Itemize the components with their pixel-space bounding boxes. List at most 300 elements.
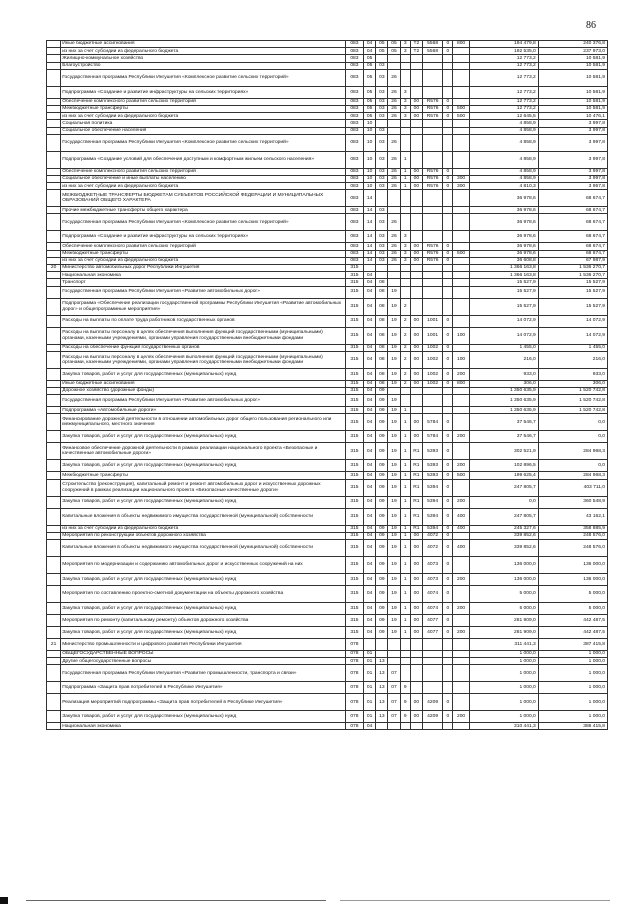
subprogram-code: 3 [400,41,410,48]
pr-code: 09 [376,508,388,525]
rz-code: 05 [364,69,376,86]
pr-code: 08 [376,380,388,387]
pr-code: 13 [376,694,388,711]
vr-code [453,344,469,351]
item-name: Благоустройство [61,62,346,69]
measure-code: Т2 [410,41,422,48]
row-number [47,585,61,602]
pr-code: 03 [376,86,388,98]
amount-2023: 4 858,9 [469,127,538,134]
extra-code: 0 [443,539,453,556]
measure-code: 00 [410,556,422,573]
gr-code: 083 [345,55,363,62]
measure-code: 00 [410,175,422,182]
item-name: Обеспечение комплексного развития сельских территорий [61,243,346,250]
row-number [47,407,61,414]
direction-code [422,127,442,134]
row-number [47,443,61,460]
direction-code [422,286,442,298]
extra-code: 0 [443,344,453,351]
table-row [47,344,608,351]
amount-2024: 284 968,3 [538,472,607,479]
direction-code: 5784 [422,414,442,431]
direction-code: 5394 [422,496,442,508]
extra-code: 0 [443,327,453,344]
item-name: Государственная программа Республики Ингушетия «Развитие промышленности, транспорта и связи» [61,665,346,682]
extra-code [443,723,453,730]
item-name: из них за счет субсидии из федерального бюджета [61,257,346,264]
measure-code: 00 [410,614,422,626]
item-name: МЕЖБЮДЖЕТНЫЕ ТРАНСФЕРТЫ БЮДЖЕТАМ СУБЪЕКТОВ РОССИЙСКОЙ ФЕДЕРАЦИИ И МУНИЦИПАЛЬНЫХ ОБРАЗОВАНИЙ ОБЩЕГО ХАРАКТЕРА [61,190,346,207]
pr-code: 08 [376,368,388,380]
table-row [47,134,608,151]
gr-code: 315 [345,286,363,298]
row-number: 21 [47,638,61,650]
direction-code: R576 [422,250,442,257]
vr-code: 400 [453,539,469,556]
item-name: Министерство автомобильных дорог Республики Ингушетия [61,265,346,272]
amount-2023: 281 909,0 [469,626,538,638]
extra-code [443,298,453,315]
rz-code: 14 [364,243,376,250]
table-row [47,460,608,472]
vr-code [453,414,469,431]
amount-2024: 1 520 742,8 [538,395,607,407]
table-row [47,48,608,55]
amount-2024: 5 000,0 [538,602,607,614]
row-number [47,614,61,626]
amount-2023: 12 773,2 [469,55,538,62]
table-row [47,86,608,98]
row-number [47,479,61,496]
amount-2023: 12 773,2 [469,86,538,98]
program-code: 26 [388,257,400,264]
subprogram-code: 1 [400,573,410,585]
vr-code: 100 [453,327,469,344]
table-row [47,207,608,214]
measure-code: R1 [410,496,422,508]
amount-2024: 10 581,9 [538,55,607,62]
subprogram-code [400,214,410,231]
direction-code: 4077 [422,626,442,638]
amount-2023: 136 000,0 [469,556,538,573]
amount-2023: 281 909,0 [469,614,538,626]
extra-code: 0 [443,443,453,460]
table-row [47,368,608,380]
subprogram-code: 3 [400,257,410,264]
amount-2024: 3 997,8 [538,134,607,151]
measure-code: 00 [410,183,422,190]
rz-code: 04 [364,723,376,730]
subprogram-code: 1 [400,508,410,525]
direction-code [422,279,442,286]
gr-code: 315 [345,573,363,585]
program-code: 19 [388,496,400,508]
program-code [388,723,400,730]
extra-code [443,86,453,98]
subprogram-code: 1 [400,602,410,614]
item-name: Закупка товаров, работ и услуг для государственных (муниципальных) нужд [61,431,346,443]
gr-code: 083 [345,243,363,250]
amount-2023: 192 535,0 [469,48,538,55]
direction-code [422,650,442,657]
rz-code: 01 [364,682,376,694]
table-row [47,694,608,711]
pr-code: 09 [376,573,388,585]
vr-code [453,69,469,86]
rz-code: 10 [364,134,376,151]
amount-2023: 306,0 [469,380,538,387]
vr-code: 500 [453,472,469,479]
gr-code: 315 [345,344,363,351]
measure-code: 00 [410,113,422,120]
direction-code [422,134,442,151]
gr-code: 083 [345,175,363,182]
rz-code: 04 [364,573,376,585]
vr-code [453,62,469,69]
item-name: Социальное обеспечение и иные выплаты населению [61,175,346,182]
gr-code: 083 [345,69,363,86]
amount-2024: 1 455,0 [538,344,607,351]
rz-code: 04 [364,532,376,539]
item-name: Финансовое обеспечение дорожной деятельности в рамках реализации национального проекта «Безопасные и качественные автомобильные дороги» [61,443,346,460]
program-code [388,265,400,272]
item-name: из них за счет субсидии из федерального бюджета [61,113,346,120]
rz-code: 04 [364,351,376,368]
gr-code: 315 [345,431,363,443]
pr-code: 03 [376,257,388,264]
measure-code: 00 [410,250,422,257]
direction-code [422,207,442,214]
item-name: Дорожное хозяйство (дорожные фонды) [61,387,346,394]
extra-code: 0 [443,183,453,190]
amount-2024: 1 000,0 [538,694,607,711]
measure-code [410,120,422,127]
amount-2023: 247 805,7 [469,479,538,496]
item-name: Социальная политика [61,120,346,127]
measure-code [410,279,422,286]
vr-code: 200 [453,431,469,443]
amount-2024: 3 957,8 [538,183,607,190]
row-number [47,183,61,190]
pr-code: 09 [376,602,388,614]
table-row [47,250,608,257]
direction-code: 5784 [422,431,442,443]
program-code: 19 [388,315,400,327]
amount-2023: 1 000,0 [469,665,538,682]
pr-code: 08 [376,315,388,327]
measure-code [410,298,422,315]
row-number [47,214,61,231]
table-row [47,62,608,69]
gr-code: 315 [345,460,363,472]
gr-code: 315 [345,351,363,368]
vr-code [453,127,469,134]
gr-code: 315 [345,380,363,387]
program-code: 26 [388,86,400,98]
amount-2024: 240 376,8 [538,41,607,48]
gr-code: 315 [345,279,363,286]
row-number [47,414,61,431]
program-code [388,650,400,657]
pr-code: 03 [376,105,388,112]
item-name: Государственная программа Республики Ингушетия «Комплексное развитие сельских территорий» [61,134,346,151]
table-row [47,585,608,602]
pr-code: 09 [376,479,388,496]
measure-code: 00 [410,243,422,250]
rz-code: 01 [364,650,376,657]
extra-code: 0 [443,573,453,585]
measure-code [410,127,422,134]
extra-code: 0 [443,532,453,539]
program-code: 19 [388,344,400,351]
amount-2024: 1 000,0 [538,650,607,657]
extra-code [443,120,453,127]
item-name: Межбюджетные трансферты [61,250,346,257]
extra-code: 0 [443,168,453,175]
measure-code [410,134,422,151]
rz-code: 04 [364,431,376,443]
subprogram-code: 9 [400,711,410,723]
pr-code: 09 [376,443,388,460]
item-name: из них за счет субсидии из федерального бюджета [61,48,346,55]
row-number [47,151,61,168]
table-row [47,120,608,127]
table-row [47,682,608,694]
vr-code [453,168,469,175]
direction-code: 1002 [422,344,442,351]
direction-code [422,395,442,407]
direction-code: 5393 [422,472,442,479]
extra-code [443,272,453,279]
vr-code [453,658,469,665]
vr-code [453,395,469,407]
item-name: Подпрограмма «Защита прав потребителей в Республике Ингушетия» [61,682,346,694]
table-row [47,556,608,573]
amount-2024: 136 000,0 [538,573,607,585]
vr-code [453,48,469,55]
pr-code: 09 [376,556,388,573]
direction-code: 4073 [422,573,442,585]
gr-code: 315 [345,556,363,573]
item-name: Закупка товаров, работ и услуг для государственных (муниципальных) нужд [61,602,346,614]
direction-code: 5394 [422,525,442,532]
amount-2024: 68 674,7 [538,231,607,243]
direction-code: 1002 [422,380,442,387]
extra-code [443,395,453,407]
program-code: 19 [388,460,400,472]
pr-code: 08 [376,286,388,298]
table-row [47,638,608,650]
amount-2023: 1 000,0 [469,682,538,694]
direction-code [422,231,442,243]
direction-code: 5394 [422,479,442,496]
direction-code: 1001 [422,327,442,344]
gr-code: 078 [345,723,363,730]
amount-2024: 10 581,9 [538,98,607,105]
subprogram-code: 2 [400,380,410,387]
measure-code: 00 [410,327,422,344]
row-number [47,41,61,48]
vr-code [453,479,469,496]
direction-code: 4072 [422,539,442,556]
amount-2023: 245 327,6 [469,525,538,532]
subprogram-code: 3 [400,98,410,105]
amount-2024: 0,0 [538,431,607,443]
rz-code: 14 [364,257,376,264]
item-name: Национальная экономика [61,723,346,730]
row-number [47,86,61,98]
extra-code [443,265,453,272]
extra-code [443,214,453,231]
extra-code: 0 [443,508,453,525]
pr-code: 03 [376,134,388,151]
row-number [47,134,61,151]
amount-2023: 12 773,2 [469,69,538,86]
extra-code: 0 [443,113,453,120]
row-number [47,231,61,243]
amount-2023: 311 441,3 [469,638,538,650]
item-name: Закупка товаров, работ и услуг для государственных (муниципальных) нужд [61,368,346,380]
extra-code [443,407,453,414]
row-number [47,279,61,286]
amount-2023: 4 858,9 [469,134,538,151]
gr-code: 083 [345,113,363,120]
rz-code: 04 [364,508,376,525]
vr-code [453,682,469,694]
program-code: 19 [388,602,400,614]
program-code [388,387,400,394]
pr-code: 03 [376,168,388,175]
amount-2024: 1 520 742,8 [538,387,607,394]
pr-code: 03 [376,62,388,69]
gr-code: 315 [345,315,363,327]
vr-code: 500 [453,250,469,257]
pr-code: 08 [376,279,388,286]
gr-code: 083 [345,98,363,105]
item-name: Капитальные вложения в объекты недвижимого имущества государственной (муниципальной) собственности [61,539,346,556]
rz-code: 14 [364,214,376,231]
table-row [47,214,608,231]
amount-2024: 3 997,8 [538,151,607,168]
program-code: 19 [388,368,400,380]
amount-2023: 36 978,6 [469,250,538,257]
amount-2023: 14 072,9 [469,327,538,344]
extra-code: 0 [443,694,453,711]
program-code: 19 [388,614,400,626]
row-number [47,105,61,112]
amount-2023: 37 546,7 [469,414,538,431]
subprogram-code [400,665,410,682]
amount-2023: 36 978,6 [469,214,538,231]
direction-code: 4073 [422,556,442,573]
extra-code: 0 [443,525,453,532]
measure-code [410,62,422,69]
amount-2024: 15 527,9 [538,286,607,298]
scan-edge [0,895,640,905]
item-name: Жилищно-коммунальное хозяйство [61,55,346,62]
subprogram-code [400,69,410,86]
row-number [47,368,61,380]
subprogram-code: 3 [400,250,410,257]
pr-code: 09 [376,395,388,407]
pr-code: 13 [376,682,388,694]
program-code [388,638,400,650]
measure-code: R1 [410,460,422,472]
pr-code: 13 [376,665,388,682]
gr-code: 315 [345,585,363,602]
rz-code: 05 [364,98,376,105]
item-name: Закупка товаров, работ и услуг для государственных (муниципальных) нужд [61,460,346,472]
pr-code: 09 [376,407,388,414]
vr-code [453,272,469,279]
item-name: Закупка товаров, работ и услуг для государственных (муниципальных) нужд [61,573,346,585]
subprogram-code: 1 [400,472,410,479]
measure-code [410,387,422,394]
gr-code: 315 [345,387,363,394]
gr-code: 315 [345,368,363,380]
direction-code: 4077 [422,614,442,626]
extra-code: 0 [443,243,453,250]
extra-code: 0 [443,98,453,105]
subprogram-code: 2 [400,298,410,315]
program-code: 26 [388,134,400,151]
item-name: Капитальные вложения в объекты недвижимого имущества государственной (муниципальной) собственности [61,508,346,525]
extra-code: 0 [443,614,453,626]
amount-2023: 1 000,0 [469,694,538,711]
amount-2023: 36 978,6 [469,231,538,243]
row-number [47,62,61,69]
subprogram-code: 1 [400,168,410,175]
extra-code [443,658,453,665]
row-number [47,315,61,327]
program-code: 26 [388,175,400,182]
table-row [47,626,608,638]
rz-code: 04 [364,279,376,286]
vr-code: 200 [453,626,469,638]
amount-2024: 15 527,9 [538,279,607,286]
amount-2023: 1 350 635,9 [469,407,538,414]
amount-2024: 403 711,0 [538,479,607,496]
rz-code: 10 [364,120,376,127]
program-code: 19 [388,431,400,443]
subprogram-code: 3 [400,113,410,120]
item-name: Транспорт [61,279,346,286]
table-row [47,508,608,525]
gr-code: 315 [345,272,363,279]
program-code: 19 [388,380,400,387]
item-name: из них за счет субсидии из федерального бюджета [61,525,346,532]
table-row [47,351,608,368]
gr-code: 078 [345,694,363,711]
measure-code: 00 [410,602,422,614]
subprogram-code: 3 [400,105,410,112]
subprogram-code: 2 [400,351,410,368]
table-row [47,414,608,431]
direction-code: R576 [422,105,442,112]
measure-code: R1 [410,443,422,460]
extra-code: 0 [443,380,453,387]
subprogram-code: 1 [400,614,410,626]
gr-code: 315 [345,395,363,407]
program-code: 26 [388,105,400,112]
extra-code: 0 [443,257,453,264]
direction-code [422,387,442,394]
item-name: Обеспечение комплексного развития сельских территорий [61,168,346,175]
amount-2023: 4 858,9 [469,120,538,127]
extra-code: 0 [443,460,453,472]
gr-code: 078 [345,682,363,694]
